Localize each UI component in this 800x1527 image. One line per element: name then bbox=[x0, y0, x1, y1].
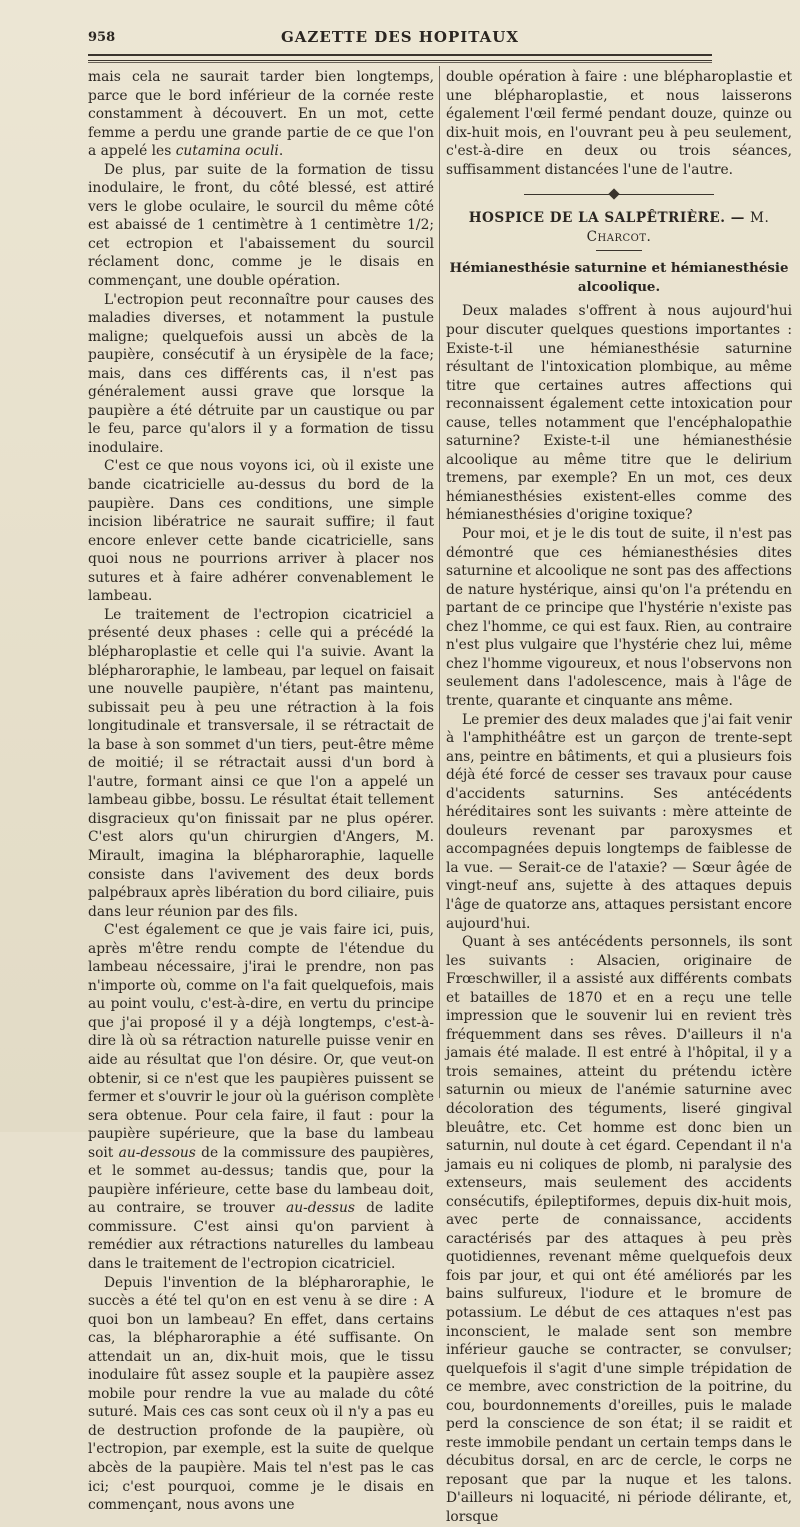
paragraph: C'est ce que nous voyons ici, où il existe une bande cicatricielle au-dessus du bord de la paupière. Dans ces conditions, une simple incision libératrice ne saurait suffire; il faut encore enlever cette bande cicatricielle, sans quoi nous ne pourrions arriver à placer nos sutures et à faire adhérer convenablement le lambeau. bbox=[88, 458, 434, 605]
paragraph: Depuis l'invention de la blépharoraphie, le succès a été tel qu'on en est venu à se dire : A quoi bon un lambeau? En effet, dans certains cas, la blépharoraphie a été suffisante. On attendait un an, dix-huit mois, que le tissu inodulaire fût assez souple et la paupière assez mobile pour rendre la vue au malade du côté suturé. Mais ces cas sont ceux où il n'y a pas eu de destruction profonde de la paupière, où l'ectropion, par exemple, est la suite de quelque abcès de la paupière. Mais tel n'est pas le cas ici; c'est pourquoi, comme je le disais en commençant, nous avons une bbox=[88, 1274, 434, 1514]
italic-term: au-dessous bbox=[118, 1144, 196, 1161]
section-separator bbox=[524, 189, 714, 199]
column-divider bbox=[439, 66, 440, 1098]
paragraph: L'ectropion peut reconnaître pour causes des maladies diverses, et notamment la pustule maligne; quelquefois aussi un abcès de la paupière, consécutif à un érysipèle de la face; mais, dans ces différents cas, il n'est pas généralement aussi grave que lorsque la paupière a été détruite par un caustique ou par le feu, parce qu'alors il y a formation de tissu inodulaire. bbox=[88, 291, 434, 456]
left-column bbox=[88, 68, 434, 1515]
paragraph: Le premier des deux malades que j'ai fait venir à l'amphithéâtre est un garçon de trente-sept ans, peintre en bâtiments, et qui a plusieurs fois déjà été forcé de cesser ses travaux pour cause d'accidents saturnins. Ses antécédents héréditaires sont les suivants : mère atteinte de douleurs revenant par paroxysmes et accompagnées depuis longtemps de faiblesse de la vue. — Serait-ce de l'ataxie? — Sœur âgée de vingt-neuf ans, sujette à des attaques depuis l'âge de quatorze ans, attaques persistant encore aujourd'hui. bbox=[446, 711, 792, 932]
paragraph: Pour moi, et je le dis tout de suite, il n'est pas démontré que ces hémianesthésies dites saturnine et alcoolique ne sont pas des affections de nature hystérique, ainsi qu'on l'a prétendu en partant de ce principe que l'hystérie n'existe pas chez l'homme, ce qui est faux. Rien, au contraire n'est plus vulgaire que l'hystérie chez lui, même chez l'homme vigoureux, et nous l'observons non seulement dans l'adolescence, mais à l'âge de trente, quarante et cinquante ans même. bbox=[446, 526, 793, 709]
paragraph: Deux malades s'offrent à nous aujourd'hui pour discuter quelques questions importantes : Existe-t-il une hémianesthésie saturnine résultant de l'intoxication plombique, au même titre que certaines autres affections qui reconnaissent également cette intoxication pour cause, telles notamment que l'encéphalopathie saturnine? Existe-t-il une hémianesthésie alcoolique au même titre que le delirium tremens, par exemple? En un mot, ces deux hémianesthésies existent-elles comme des hémianesthésies d'origine toxique? bbox=[446, 303, 792, 524]
italic-term: au-dessus bbox=[286, 1200, 355, 1217]
right-column bbox=[446, 68, 792, 1527]
header-thin-rule bbox=[88, 62, 712, 63]
journal-title: GAZETTE DES HOPITAUX bbox=[280, 28, 519, 46]
short-rule bbox=[596, 250, 642, 251]
paragraph: Le traitement de l'ectropion cicatriciel a présenté deux phases : celle qui a précédé la blépharoplastie et celle qui l'a suivie. Avant la blépharoraphie, le lambeau, par lequel on faisait une nouvelle paupière, n'étant pas maintenu, subissait peu à peu une rétraction à la fois longitudinale et transversale, il se rétractait de la base à son sommet d'un tiers, peut-être même de moitié; il se rétractait aussi d'un bord à l'autre, formant ainsi ce que l'on a appelé un lambeau gibbe, bossu. Le résultat était tellement disgracieux qu'on finissait par ne plus opérer. C'est alors qu'un chirurgien d'Angers, M. Mirault, imagina la blépharoraphie, laquelle consiste dans l'avivement des deux bords palpébraux après libération du bord ciliaire, puis dans leur réunion par des fils. bbox=[88, 606, 434, 920]
paragraph: Quant à ses antécédents personnels, ils sont les suivants : Alsacien, originaire de Frœschwiller, il a assisté aux différents combats et batailles de 1870 et en a reçu une telle impression que le souvenir lui en revient très fréquemment dans ses rêves. D'ailleurs il n'a jamais été malade. Il est entré à l'hôpital, il y a trois semaines, atteint du prétendu ictère saturnin ou mieux de l'anémie saturnine avec décoloration des téguments, liseré gingival bleuâtre, etc. Cet homme est donc bien un saturnin, nul doute à cet égard. Cependant il n'a jamais eu ni coliques de plomb, ni paralysie des extenseurs, mais seulement des accidents consécutifs, épileptiformes, depuis dix-huit mois, avec perte de connaissance, accidents caractérisés par des attaques à peu près quotidiennes, revenant même quelquefois deux fois par jour, et qui ont été améliorés par les bains sulfureux, l'iodure et le bromure de potassium. Le début de ces attaques n'est pas inconscient, le malade sent son membre inférieur gauche se contracter, se convulser; quelquefois il s'agit d'une simple trépidation de ce membre, avec constriction de la poitrine, du cou, bourdonnements d'oreilles, puis le malade perd la conscience de son état; il se raidit et reste immobile pendant un certain temps dans le décubitus dorsal, en arc de cercle, le corps ne reposant que par la nuque et les talons. D'ailleurs ni loquacité, ni période délirante, et, lorsque bbox=[446, 934, 792, 1526]
lesson-title: Hémianesthésie saturnine et hémianesthésie alcoolique. bbox=[449, 260, 789, 295]
section-title: HOSPICE DE LA SALPÊTRIÈRE. — M. Charcot. bbox=[468, 210, 770, 245]
paragraph: mais cela ne saurait tarder bien longtemps, parce que le bord inférieur de la cornée reste constamment à découvert. En un mot, cette femme a perdu une grande partie de ce que l'on a appelé les cutamina oculi. bbox=[88, 69, 434, 160]
page-header bbox=[88, 26, 712, 52]
page-number: 958 bbox=[88, 30, 116, 45]
section-author: M. Charcot. bbox=[586, 210, 770, 245]
italic-term: cutamina oculi bbox=[175, 143, 279, 160]
paragraph: De plus, par suite de la formation de tissu inodulaire, le front, du côté blessé, est attiré vers le globe oculaire, le sourcil du même côté est abaissé de 1 centimètre à 1 centimètre 1/2; cet ectropion et l'abaissement du sourcil réclament donc, comme je le disais en commençant, une double opération. bbox=[88, 161, 434, 290]
header-double-rule bbox=[88, 54, 712, 61]
paragraph: double opération à faire : une blépharoplastie et une blépharoplastie, et nous laisserons également l'œil fermé pendant douze, quinze ou dix-huit mois, en l'ouvrant peu à peu seulement, c'est-à-dire en deux ou trois séances, suffisamment distancées l'une de l'autre. bbox=[446, 69, 792, 178]
paragraph: C'est également ce que je vais faire ici, puis, après m'être rendu compte de l'étendue du lambeau nécessaire, j'irai le prendre, non pas n'importe où, comme on l'a fait quelquefois, mais au point voulu, c'est-à-dire, en vertu du principe que j'ai proposé il y a déjà longtemps, c'est-à-dire là où sa rétraction naturelle puisse venir en aide au résultat que l'on désire. Or, que veut-on obtenir, si ce n'est que les paupières puissent se fermer et s'ouvrir le jour où la guérison complète sera obtenue. Pour cela faire, il faut : pour la paupière supérieure, que la base du lambeau soit au-dessous de la commissure des paupières, et le sommet au-dessus; tandis que, pour la paupière inférieure, cette base du lambeau doit, au contraire, se trouver au-dessus de ladite commissure. C'est ainsi qu'on parvient à remédier aux rétractions naturelles du lambeau dans le traitement de l'ectropion cicatriciel. bbox=[88, 922, 435, 1272]
